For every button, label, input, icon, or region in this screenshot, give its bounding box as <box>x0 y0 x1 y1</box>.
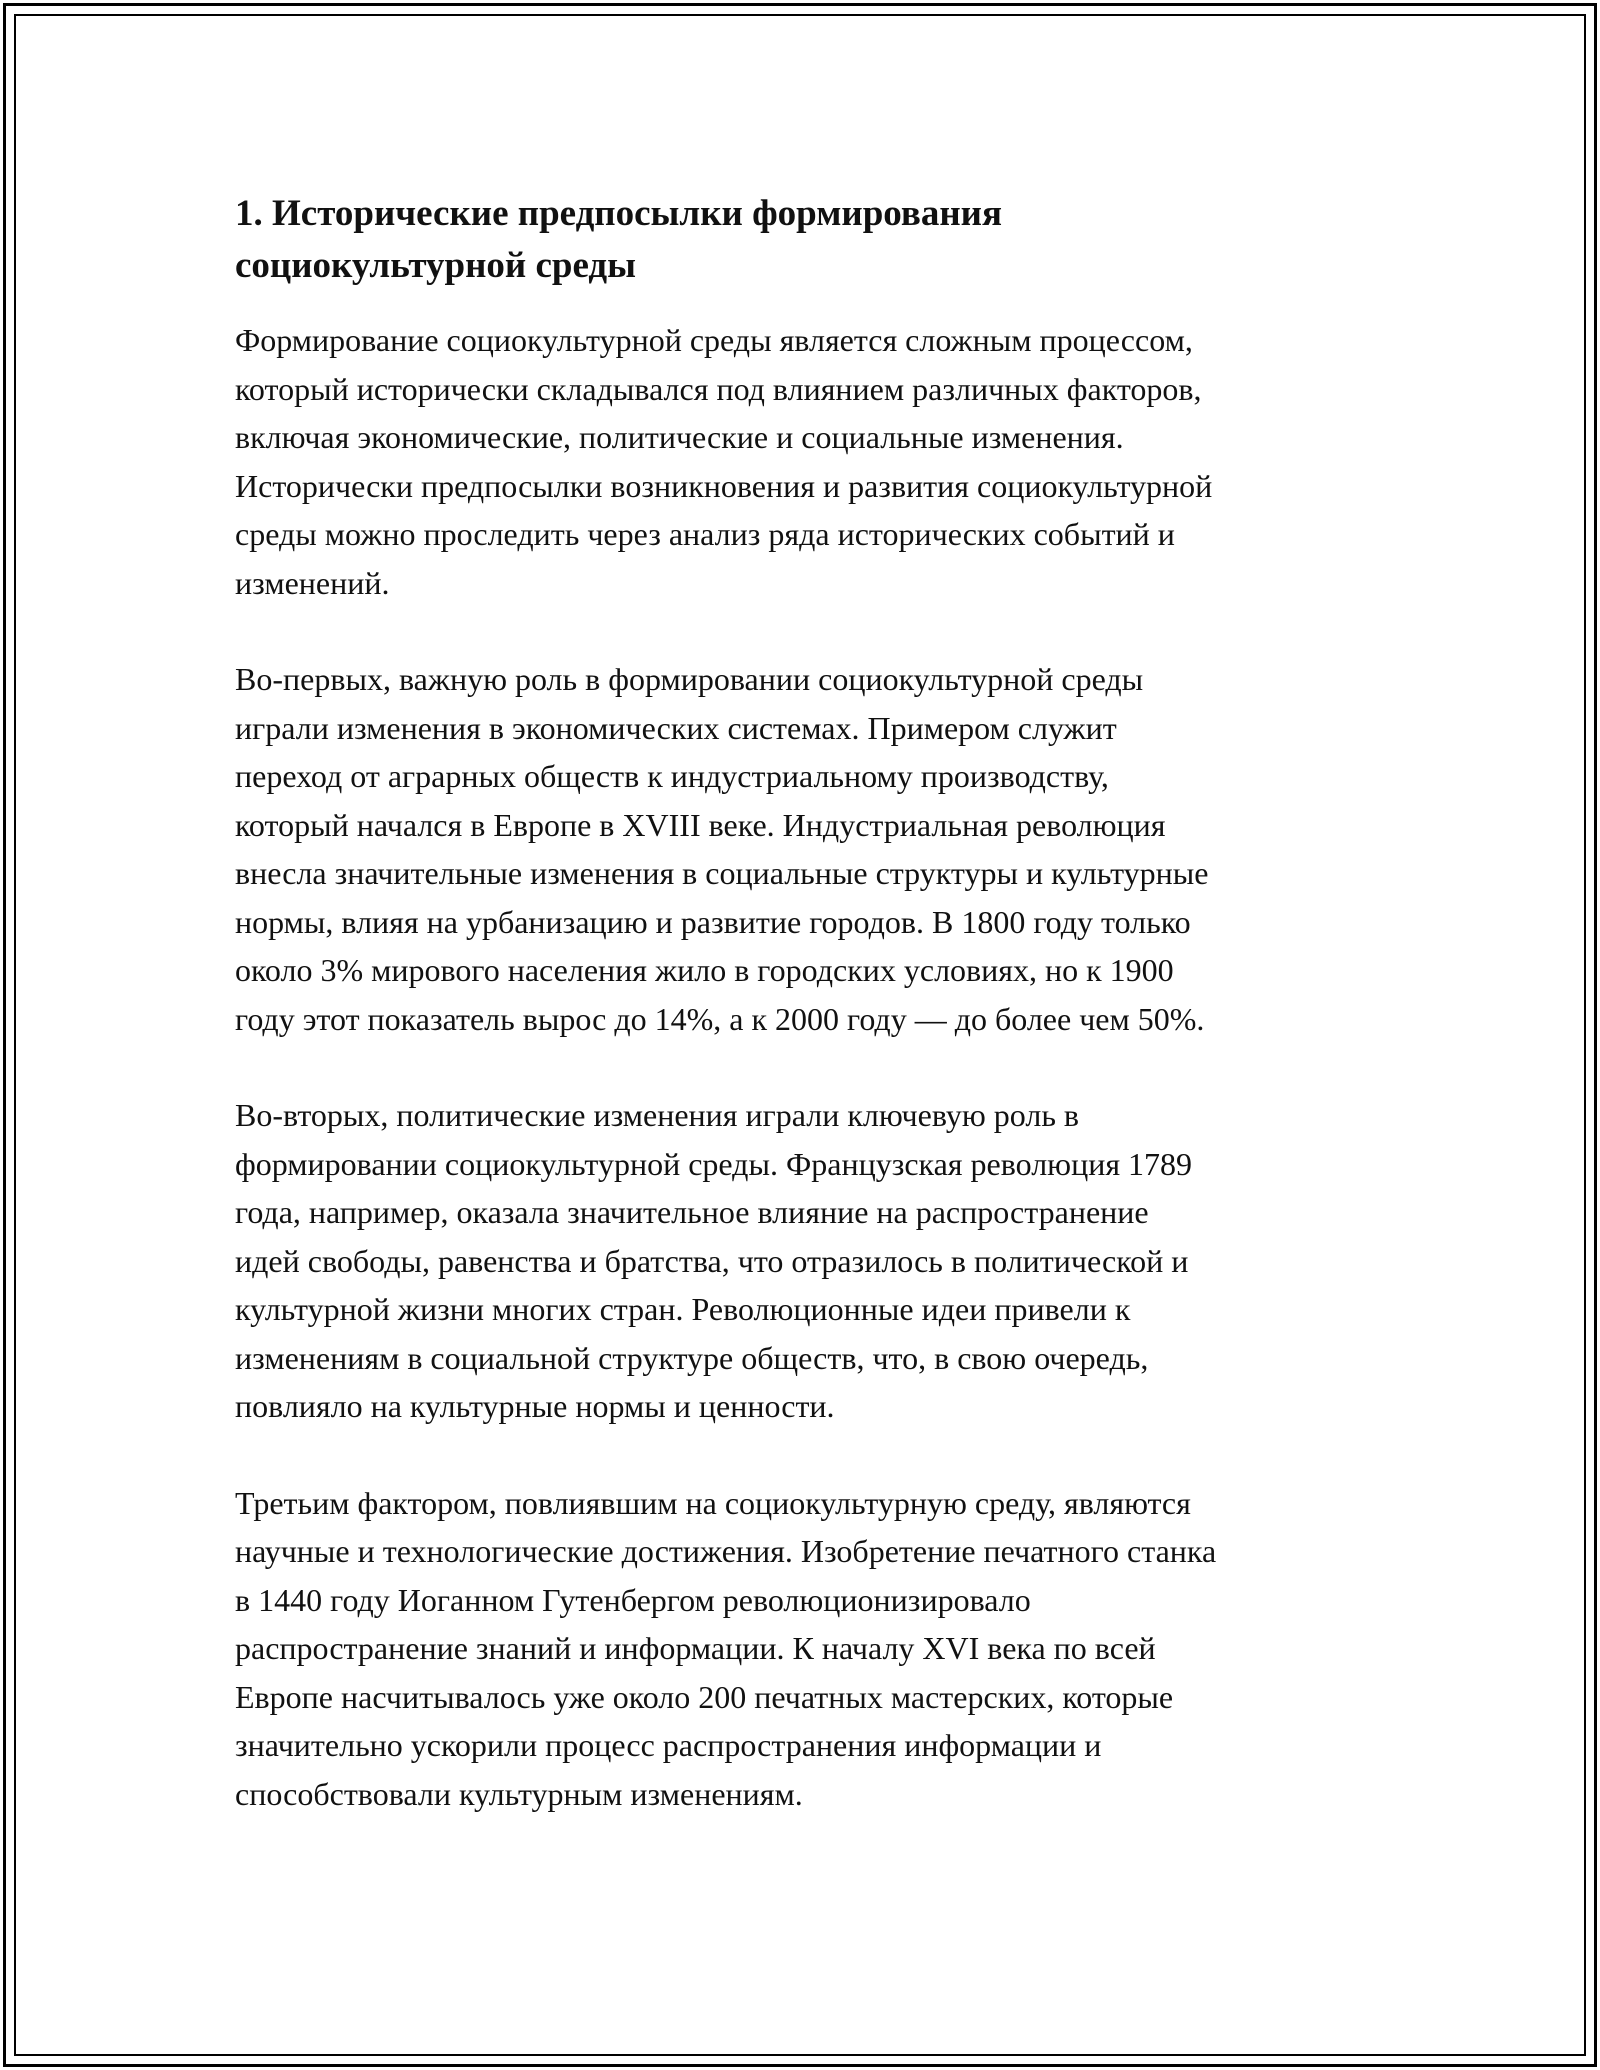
section-heading <box>235 188 1215 292</box>
text-line: внесла значительные изменения в социальные структуры и культурные <box>235 855 1209 891</box>
paragraph-intro <box>235 316 1375 607</box>
text-line: формировании социокультурной среды. Французская революция 1789 <box>235 1145 1193 1182</box>
text-line: Формирование социокультурной среды является сложным процессом, <box>235 322 1193 358</box>
text-line: значительно ускорили процесс распространения информации и <box>235 1727 1102 1763</box>
text-line: культурной жизни многих стран. Революционные идеи привели к <box>235 1291 1131 1327</box>
text-line: в 1440 году Иоганном Гутенбергом революционизировало <box>235 1581 1031 1618</box>
text-line: который исторически складывался под влиянием различных факторов, <box>235 370 1202 407</box>
text-line: изменений. <box>235 564 390 601</box>
text-line: около 3% мирового населения жило в городских условиях, но к 1900 <box>235 952 1174 988</box>
text-line: году этот показатель вырос до 14%, а к 2000 году — до более чем 50%. <box>235 1000 1205 1037</box>
text-line: идей свободы, равенства и братства, что отразилось в политической и <box>235 1242 1189 1279</box>
text-line: Во-вторых, политические изменения играли ключевую роль в <box>235 1097 1080 1133</box>
text-line: нормы, влияя на урбанизацию и развитие городов. В 1800 году только <box>235 903 1191 940</box>
paragraph-economic <box>235 655 1375 1043</box>
paragraph-political <box>235 1091 1375 1431</box>
paragraph-scientific <box>235 1479 1375 1819</box>
text-line: переход от аграрных обществ к индустриальному производству, <box>235 758 1109 794</box>
text-line: изменениям в социальной структуре обществ, что, в свою очередь, <box>235 1339 1149 1376</box>
text-line: среды можно проследить через анализ ряда исторических событий и <box>235 516 1175 552</box>
text-line: года, например, оказала значительное влияние на распространение <box>235 1194 1149 1230</box>
text-line: который начался в Европе в XVIII веке. Индустриальная революция <box>235 806 1166 843</box>
text-line: включая экономические, политические и социальные изменения. <box>235 419 1124 455</box>
document-body <box>235 188 1375 1866</box>
text-line: Европе насчитывалось уже около 200 печатных мастерских, которые <box>235 1678 1174 1715</box>
text-line: распространение знаний и информации. К началу XVI века по всей <box>235 1630 1156 1666</box>
text-line: способствовали культурным изменениям. <box>235 1775 803 1812</box>
text-line: Третьим фактором, повлиявшим на социокультурную среду, являются <box>235 1484 1191 1521</box>
section-heading-line: 1. Исторические предпосылки формирования <box>235 193 1003 234</box>
text-line: повлияло на культурные нормы и ценности. <box>235 1388 835 1424</box>
text-line: Во-первых, важную роль в формировании социокультурной среды <box>235 661 1144 697</box>
text-line: научные и технологические достижения. Изобретение печатного станка <box>235 1533 1217 1569</box>
text-line: играли изменения в экономических системах. Примером служит <box>235 709 1117 746</box>
section-heading-line: социокультурной среды <box>235 245 637 286</box>
text-line: Исторически предпосылки возникновения и развития социокультурной <box>235 467 1213 504</box>
